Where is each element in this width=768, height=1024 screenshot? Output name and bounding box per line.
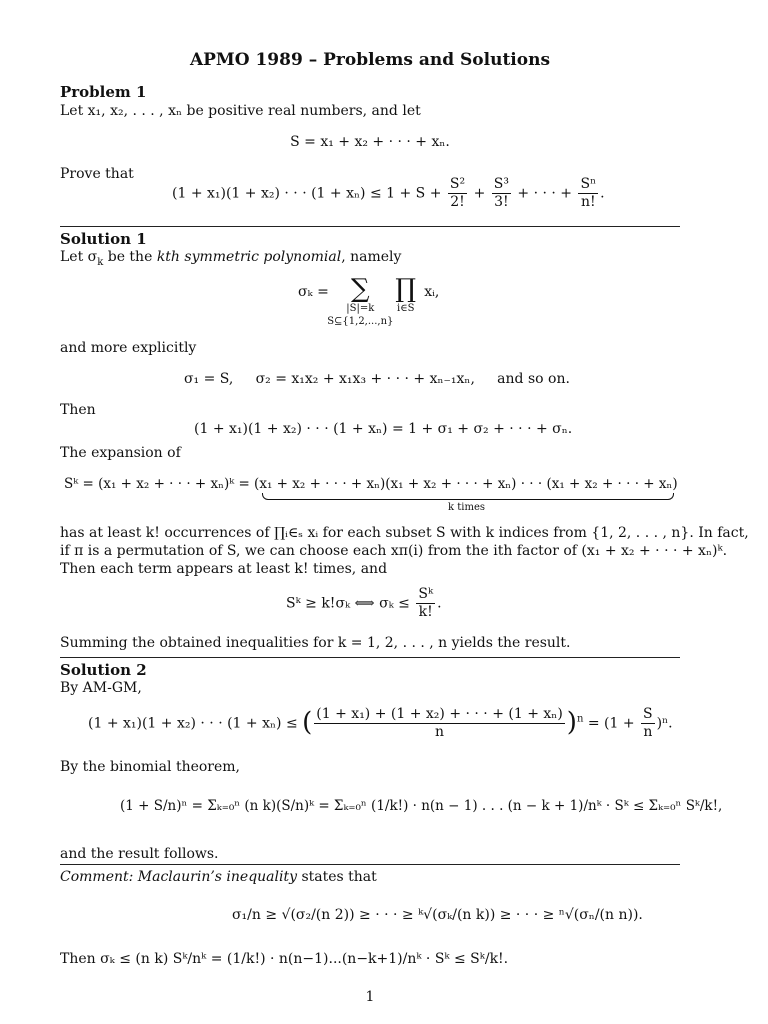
fraction-sn-num: Sⁿ bbox=[580, 176, 597, 192]
binomial-theorem-label: By the binomial theorem, bbox=[60, 759, 240, 775]
solution-1-paragraph-line-3: Then each term appears at least k! times, and bbox=[60, 561, 388, 577]
page-number: 1 bbox=[365, 989, 375, 1005]
solution-1-paragraph-line-2: if π is a permutation of S, we can choose each xπ(i) from the ith factor of (x₁ + x₂ + · · · + xₙ)ᵏ. bbox=[60, 543, 728, 559]
inequality-left: (1 + x₁)(1 + x₂) · · · (1 + xₙ) ≤ 1 + S + bbox=[172, 185, 442, 202]
prove-that-label: Prove that bbox=[60, 166, 134, 182]
problem-1-heading: Problem 1 bbox=[60, 83, 147, 101]
solution-1-intro: Let $\sigma_k$ be the kth symmetric polynomial, namely bbox=[60, 249, 402, 268]
solution-2-conclusion: and the result follows. bbox=[60, 846, 219, 862]
fraction-s3 bbox=[492, 176, 511, 211]
solution-1-heading: Solution 1 bbox=[60, 230, 147, 248]
am-gm-label: By AM-GM, bbox=[60, 680, 142, 696]
fraction-s2-num: S² bbox=[449, 176, 466, 192]
more-explicitly-label: and more explicitly bbox=[60, 340, 197, 356]
product-expansion-equation: (1 + x₁)(1 + x₂) · · · (1 + xₙ) = 1 + σ₁ + σ₂ + · · · + σₙ. bbox=[194, 421, 573, 437]
solution-1-paragraph-line-1: has at least k! occurrences of ∏ᵢ∈ₛ xᵢ for each subset S with k indices from {1, 2, . . . , n}. In fact, bbox=[60, 525, 749, 541]
s-over-n-fraction: $\frac{S}{n}$ bbox=[643, 706, 653, 740]
fraction-sk-kfact: $\frac{\text{Sᵏ}}{k!}$ bbox=[418, 586, 434, 620]
k-times-label: k times bbox=[448, 502, 485, 513]
product-operator: ∏ i∈S bbox=[395, 274, 417, 314]
problem-1-intro: Let x₁, x₂, . . . , xₙ be positive real numbers, and let bbox=[60, 103, 421, 119]
expansion-label: The expansion of bbox=[60, 445, 181, 461]
solution-1-conclusion: Summing the obtained inequalities for k = 1, 2, . . . , n yields the result. bbox=[60, 635, 571, 651]
solution-2-heading: Solution 2 bbox=[60, 661, 147, 679]
problem-1-inequality: (1 + x₁)(1 + x₂) · · · (1 + xₙ) ≤ 1 + S + $\frac{\text{S²}}{2!}$ + $\frac{\text{S³}}{3!}$ + · · · + $\frac{\text{Sⁿ}}{n!}$ . bbox=[172, 176, 605, 210]
underbrace bbox=[262, 493, 674, 500]
fraction-s2-den: 2! bbox=[450, 193, 465, 210]
divider-2 bbox=[60, 657, 680, 658]
inequality-mid: + · · · + bbox=[517, 185, 573, 202]
fraction-s3-num: S³ bbox=[493, 176, 509, 192]
comment-conclusion: Then σₖ ≤ (n k) Sᵏ/nᵏ = (1/k!) · n(n−1)...(n−k+1)/nᵏ · Sᵏ ≤ Sᵏ/k!. bbox=[60, 951, 509, 967]
explicit-sigma-equation: σ₁ = S, σ₂ = x₁x₂ + x₁x₃ + · · · + xₙ₋₁xₙ, and so on. bbox=[184, 371, 570, 387]
am-gm-fraction: $\frac{\text{(1 + x₁) + (1 + x₂) + · · · + (1 + xₙ)}}{n}$ bbox=[316, 706, 563, 740]
divider-1 bbox=[60, 226, 680, 227]
fraction-sn-den: n! bbox=[580, 193, 596, 210]
binomial-expansion-equation: (1 + S/n)ⁿ = Σₖ₌₀ⁿ (n k)(S/n)ᵏ = Σₖ₌₀ⁿ (1/k!) · n(n − 1) . . . (n − k + 1)/nᵏ · Sᵏ ≤ Σₖ₌₀ⁿ Sᵏ/k!, bbox=[120, 798, 723, 814]
fraction-s2 bbox=[448, 176, 467, 211]
document-title: APMO 1989 – Problems and Solutions bbox=[189, 50, 551, 70]
equation-s-definition: S = x₁ + x₂ + · · · + xₙ. bbox=[290, 134, 450, 150]
divider-3 bbox=[60, 864, 680, 865]
sigma-bound-inequality: Sᵏ ≥ k!σₖ ⟺ σₖ ≤ $\frac{\text{Sᵏ}}{k!}$ . bbox=[286, 586, 442, 620]
maclaurin-inequality: σ₁/n ≥ √(σ₂/(n 2)) ≥ · · · ≥ ᵏ√(σₖ/(n k)) ≥ · · · ≥ ⁿ√(σₙ/(n n)). bbox=[232, 907, 643, 923]
comment-lead: Comment: Maclaurin’s inequality states that bbox=[60, 869, 377, 885]
am-gm-inequality: (1 + x₁)(1 + x₂) · · · (1 + xₙ) ≤ ( $\frac{\text{(1 + x₁) + (1 + x₂) + · · · + (1 + xₙ)}}{n}$ )$^n$ = (1 + $\frac{S}{n}$ )ⁿ. bbox=[88, 706, 673, 740]
fraction-s3-den: 3! bbox=[494, 193, 509, 210]
then-label: Then bbox=[60, 402, 96, 418]
fraction-sn bbox=[578, 176, 598, 211]
sum-operator: ∑ |S|=k S⊆{1,2,...,n} bbox=[327, 274, 394, 327]
sigma-definition: σₖ = ∑ |S|=k S⊆{1,2,...,n} ∏ i∈S xᵢ, bbox=[298, 274, 440, 327]
s-k-expansion: Sᵏ = (x₁ + x₂ + · · · + xₙ)ᵏ = (x₁ + x₂ + · · · + xₙ)(x₁ + x₂ + · · · + xₙ) · · · (x₁ + x₂ + · · · + xₙ) bbox=[64, 476, 678, 492]
